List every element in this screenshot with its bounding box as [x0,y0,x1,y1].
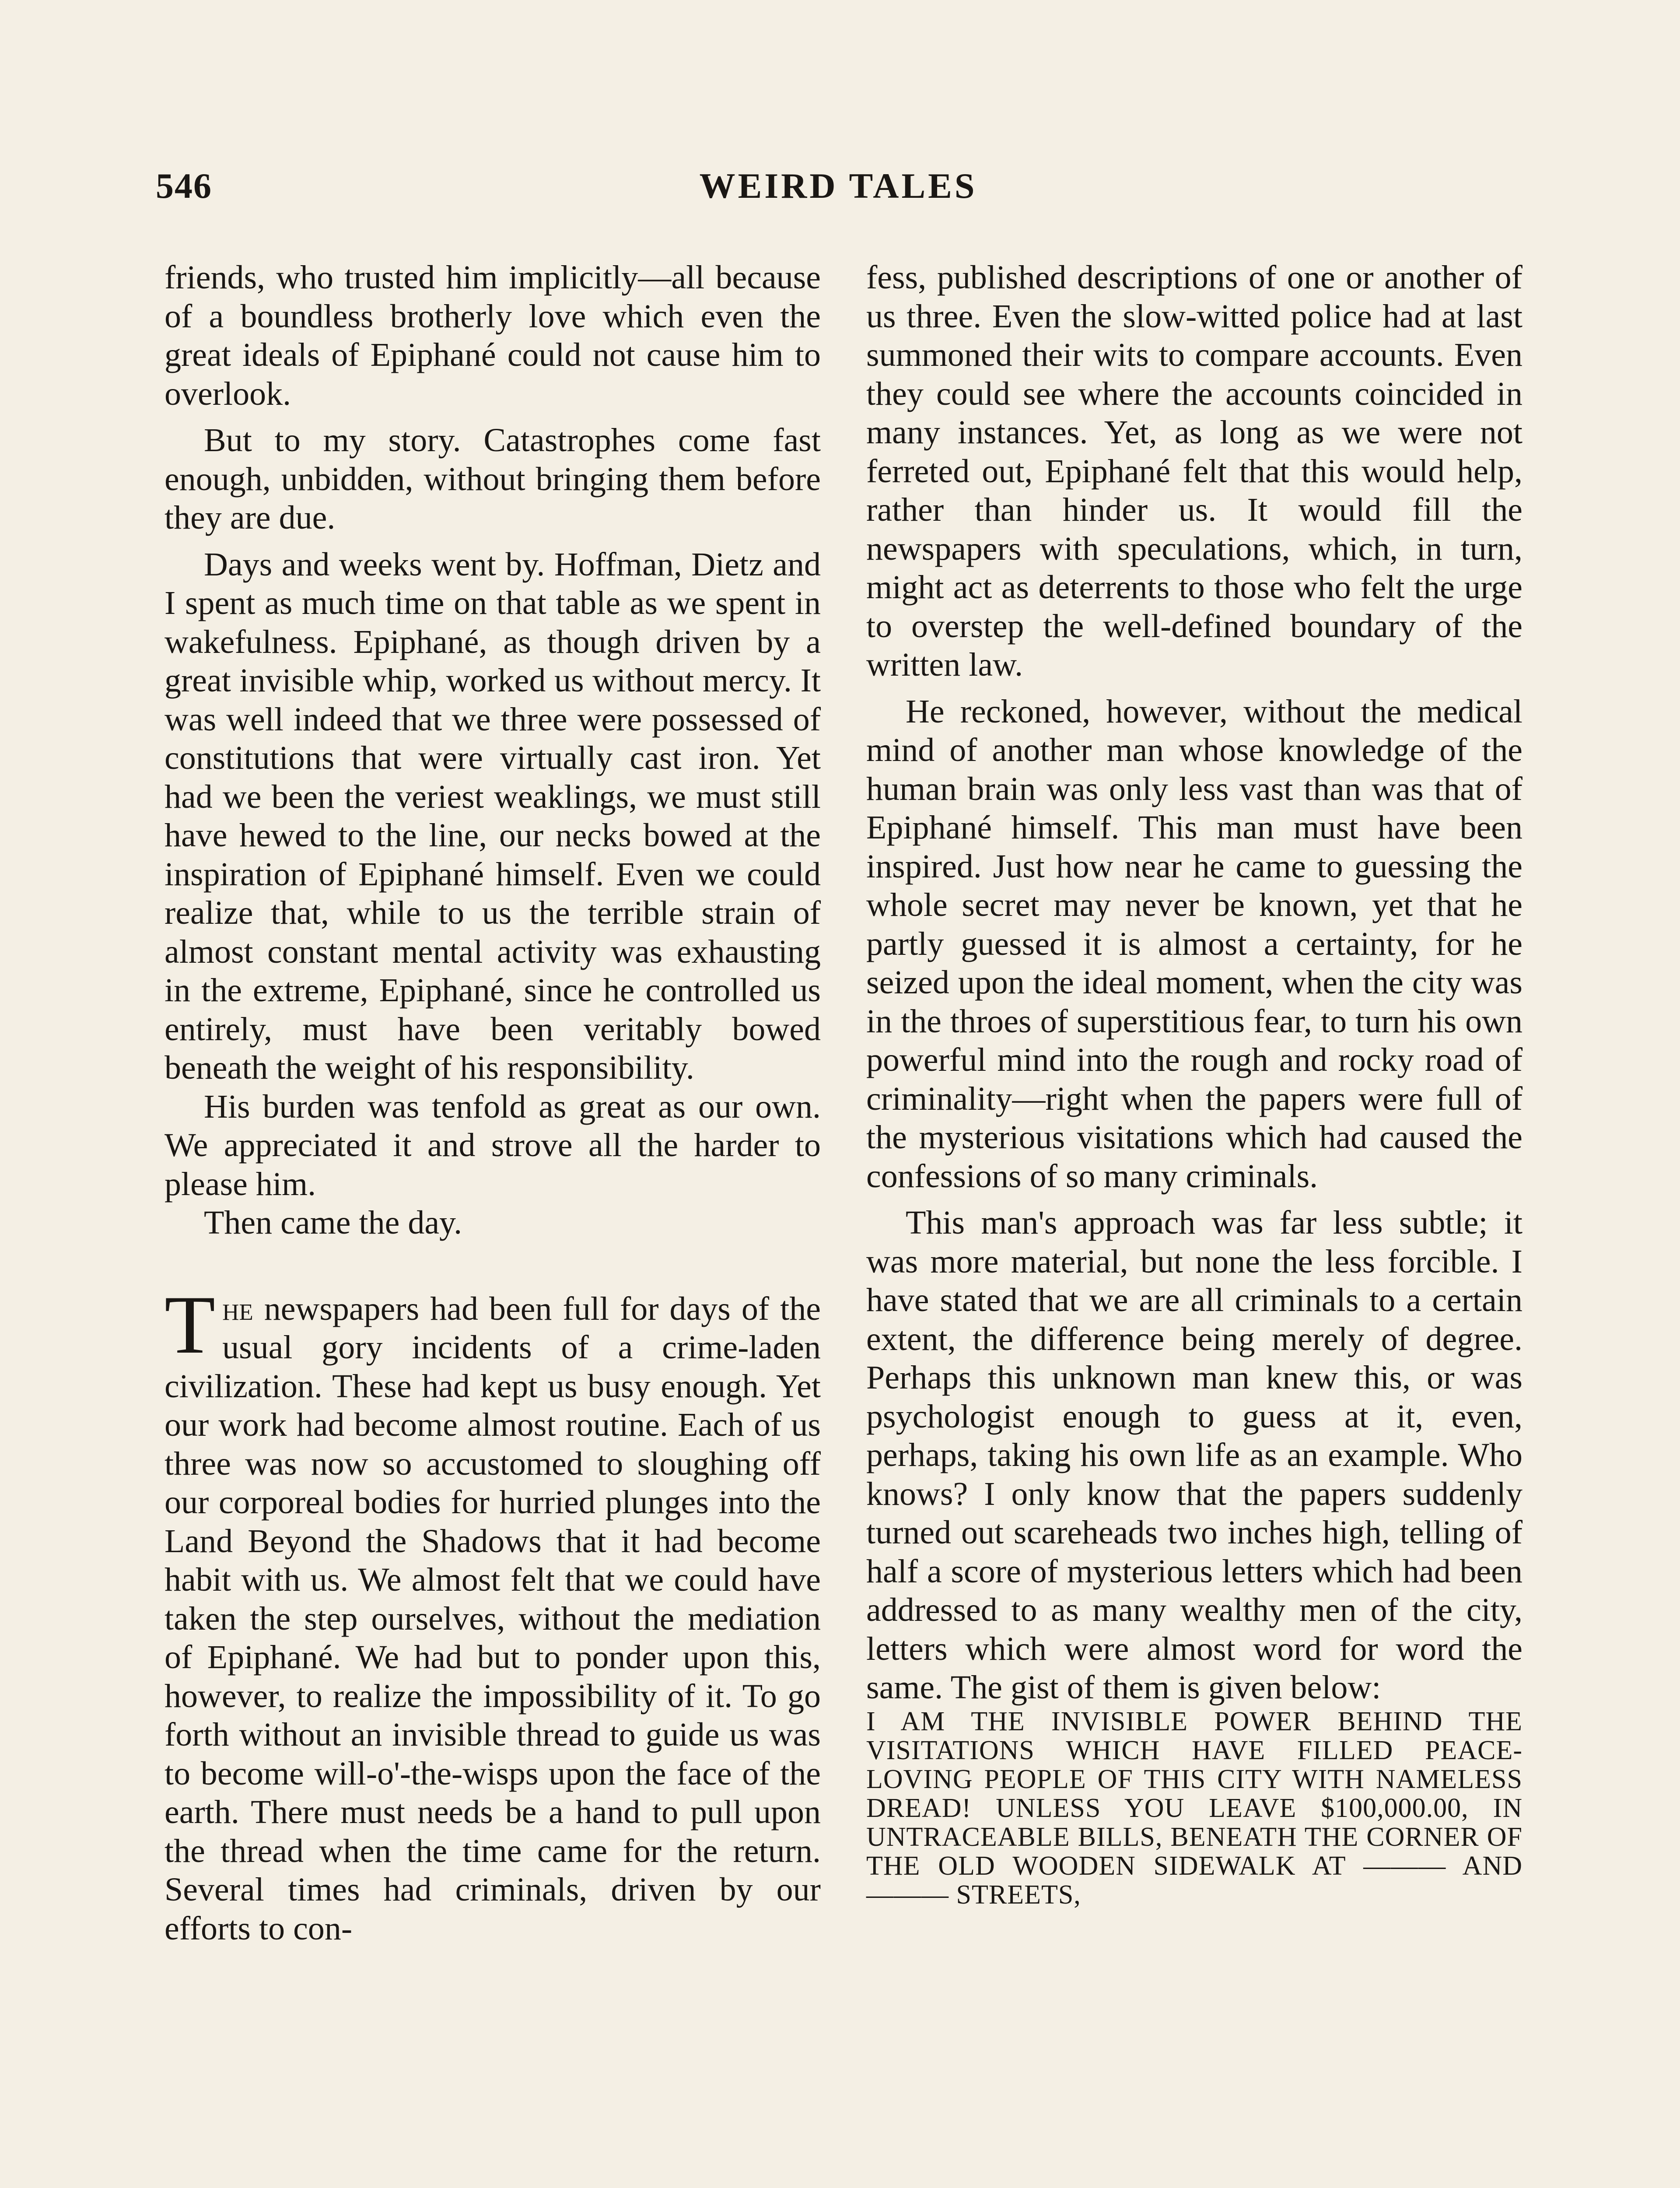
paragraph: But to my story. Catastrophes come fast enough, unbidden, without bringing them before they are due. [164,422,821,536]
paragraph: friends, who trusted him implicitly—all because of a boundless brotherly love which even the great ideals of Epiphané could not cause him to overlook. [164,259,821,412]
paragraph: His burden was tenfold as great as our own. We appreciated it and strove all the harder to please him. [164,1088,821,1203]
page-header [156,165,1521,214]
smallcaps-lead: he [222,1290,253,1327]
page-number: 546 [156,166,212,206]
running-title: WEIRD TALES [699,166,977,206]
left-column [164,258,821,1948]
paragraph: This man's approach was far less subtle; it was more material, but none the less forcible. I have stated that we are all criminals to a certain extent, the difference being merely of degree. Perhaps this unknown man knew this, or was psychologist enough to guess at it, even, perhaps, taking his own life as an example. Who knows? I only know that the papers suddenly turned out scareheads two inches high, telling of half a score of mysterious letters which had been addressed to as many wealthy men of the city, letters which were almost word for word the same. The gist of them is given below: [866,1204,1522,1706]
right-column [866,258,1522,1909]
paragraph-text: newspapers had been full for days of the usual gory incidents of a crime-laden civilization. These had kept us busy enough. Yet our work had become almost routine. Each of us three was now so accustomed to sloughing off our corporeal bodies for hurried plunges into the Land Beyond the Shadows that it had become habit with us. We almost felt that we could have taken the step ourselves, without the mediation of Epiphané. We had but to ponder upon this, however, to realize the impossibility of it. To go forth without an invisible thread to guide us was to become will-o'-the-wisps upon the face of the earth. There must needs be a hand to pull upon the thread when the time came for the return. Several times had criminals, driven by our efforts to con- [164,1290,821,1947]
drop-cap: T [164,1279,216,1371]
paragraph-dropcap [164,1279,821,1948]
paragraph: Days and weeks went by. Hoffman, Dietz and I spent as much time on that table as we spent in wakefulness. Epiphané, as though driven by a great invisible whip, worked us without mercy. It was well indeed that we three were possessed of constitutions that were virtually cast iron. Yet had we been the veriest weaklings, we must still have hewed to the line, our necks bowed at the inspiration of Epiphané himself. Even we could realize that, while to us the terrible strain of almost constant mental activity was exhausting in the extreme, Epiphané, since he controlled us entirely, must have been veritably bowed beneath the weight of his responsibility. [164,546,821,1086]
section-break [164,1242,821,1290]
quoted-letter: I AM THE INVISIBLE POWER BEHIND THE VISITATIONS WHICH HAVE FILLED PEACE-LOVING PEOPLE OF THIS CITY WITH NAMELESS DREAD! UNLESS YOU LEAVE $100,000.00, IN UNTRACEABLE BILLS, BENEATH THE CORNER OF THE OLD WOODEN SIDEWALK AT ——— AND ——— STREETS, [866,1706,1522,1910]
paragraph: Then came the day. [204,1204,462,1241]
paragraph: He reckoned, however, without the medical mind of another man whose knowledge of the human brain was only less vast than was that of Epiphané himself. This man must have been inspired. Just how near he came to guessing the whole secret may never be known, yet that he partly guessed it is almost a certainty, for he seized upon the ideal moment, when the city was in the throes of superstitious fear, to turn his own powerful mind into the rough and rocky road of criminality—right when the papers were full of the mysterious visitations which had caused the confessions of so many criminals. [866,693,1522,1195]
paragraph: fess, published descriptions of one or another of us three. Even the slow-witted police had at last summoned their wits to compare accounts. Even they could see where the accounts coincided in many instances. Yet, as long as we were not ferreted out, Epiphané felt that this would help, rather than hinder us. It would fill the newspapers with speculations, which, in turn, might act as deterrents to those who felt the urge to overstep the well-defined boundary of the written law. [866,259,1522,683]
